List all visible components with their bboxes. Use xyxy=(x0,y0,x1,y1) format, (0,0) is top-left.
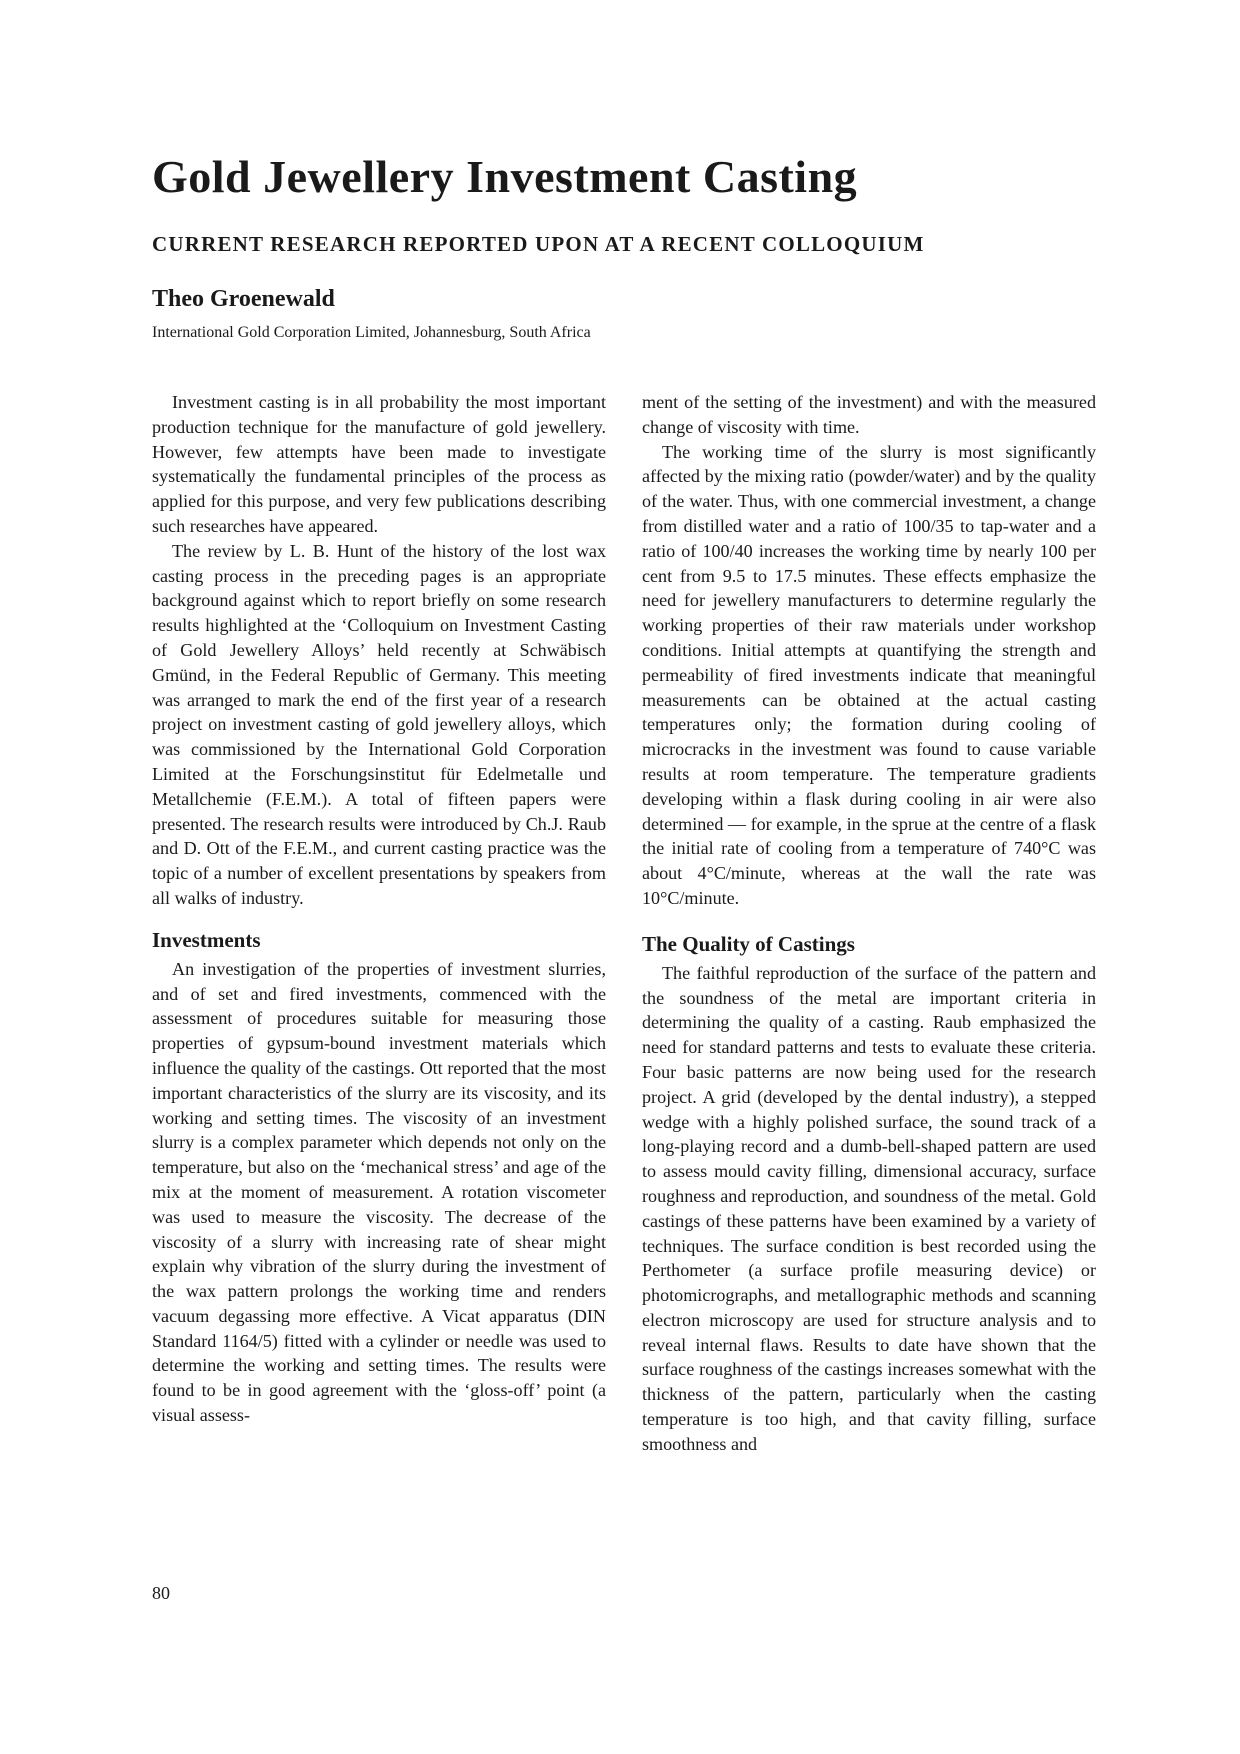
section-heading-quality: The Quality of Castings xyxy=(642,931,855,956)
author-affiliation: International Gold Corporation Limited, Johannesburg, South Africa xyxy=(152,324,591,341)
paragraph-investments-continued: ment of the setting of the investment) and with the measured change of viscosity with time. xyxy=(642,392,1096,437)
paragraph-working-time: The working time of the slurry is most significantly affected by the mixing ratio (powder/water) and by the quality of the water. Thus, with one commercial investment, a change from distilled water and a ratio of 100/35 to tap-water and a ratio of 100/40 increases the working time by nearly 100 per cent from 9.5 to 17.5 minutes. These effects emphasize the need for jewellery manufacturers to determine regularly the working properties of their raw materials under workshop conditions. Initial attempts at quantifying the strength and permeability of fired investments indicate that meaningful measurements can be obtained at the actual casting temperatures only; the formation during cooling of microcracks in the investment was found to cause variable results at room temperature. The temperature gradients developing within a flask during cooling in air were also determined — for example, in the sprue at the centre of a flask the initial rate of cooling from a temperature of 740°C was about 4°C/minute, whereas at the wall the rate was 10°C/minute. xyxy=(642,441,1096,908)
paragraph-intro: Investment casting is in all probability the most important production technique for the manufacture of gold jewellery. However, few attempts have been made to investigate systematically the fundamental principles of the process as applied for this purpose, and very few publications describing such researches have appeared. xyxy=(152,392,606,536)
author-name: Theo Groenewald xyxy=(152,286,335,312)
section-heading-investments: Investments xyxy=(152,927,261,952)
paragraph-quality: The faithful reproduction of the surface of the pattern and the soundness of the metal are important criteria in determining the quality of a casting. Raub emphasized the need for standard patterns and tests to evaluate these criteria. Four basic patterns are now being used for the research project. A grid (developed by the dental industry), a stepped wedge with a highly polished surface, the sound track of a long-playing record and a dumb-bell-shaped pattern are used to assess mould cavity filling, dimensional accuracy, surface roughness and reproduction, and soundness of the metal. Gold castings of these patterns have been examined by a variety of techniques. The surface condition is best recorded using the Perthometer (a surface profile measuring device) or photomicrographs, and metallographic methods and scanning electron microscopy are used for structure analysis and to reveal internal flaws. Results to date have shown that the surface roughness of the castings increases somewhat with the thickness of the pattern, particularly when the casting temperature is too high, and that cavity filling, surface smoothness and xyxy=(642,962,1096,1454)
right-column xyxy=(642,390,1096,1457)
article-subtitle: CURRENT RESEARCH REPORTED UPON AT A RECENT COLLOQUIUM xyxy=(152,232,925,256)
paragraph-investments: An investigation of the properties of investment slurries, and of set and fired investments, commenced with the assessment of procedures suitable for measuring those properties of gypsum-bound investment materials which influence the quality of the castings. Ott reported that the most important characteristics of the slurry are its viscosity, and its working and setting times. The viscosity of an investment slurry is a complex parameter which depends not only on the temperature, but also on the ‘mechanical stress’ and age of the mix at the moment of measurement. A rotation viscometer was used to measure the viscosity. The decrease of the viscosity of a slurry with increasing rate of shear might explain why vibration of the slurry during the investment of the wax pattern prolongs the working time and renders vacuum degassing more effective. A Vicat apparatus (DIN Standard 1164/5) fitted with a cylinder or needle was used to determine the working and setting times. The results were found to be in good agreement with the ‘gloss-off’ point (a visual assess- xyxy=(152,958,606,1426)
paragraph-review: The review by L. B. Hunt of the history of the lost wax casting process in the preceding pages is an appropriate background against which to report briefly on some research results highlighted at the ‘Colloquium on Investment Casting of Gold Jewellery Alloys’ held recently at Schwäbisch Gmünd, in the Federal Republic of Germany. This meeting was arranged to mark the end of the first year of a research project on investment casting of gold jewellery alloys, which was commissioned by the International Gold Corporation Limited at the Forschungsinstitut für Edelmetalle und Metallchemie (F.E.M.). A total of fifteen papers were presented. The research results were introduced by Ch.J. Raub and D. Ott of the F.E.M., and current casting practice was the topic of a number of excellent presentations by speakers from all walks of industry. xyxy=(152,540,606,908)
article-title: Gold Jewellery Investment Casting xyxy=(152,151,858,202)
left-column xyxy=(152,390,606,1428)
page-number: 80 xyxy=(152,1583,170,1603)
